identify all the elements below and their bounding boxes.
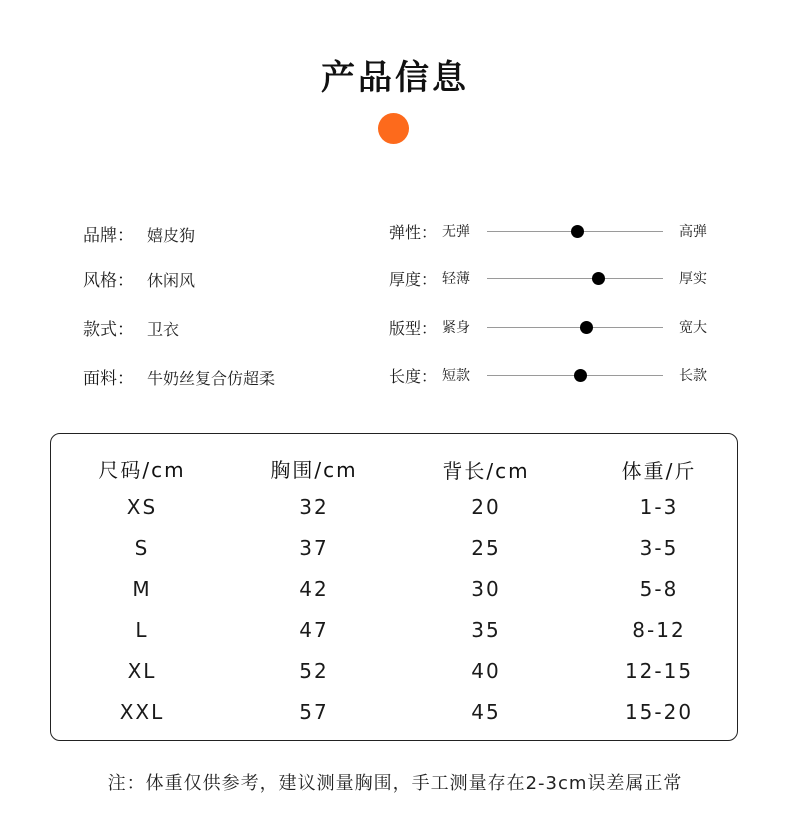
table-header: 胸围/cm [270,458,358,482]
table-cell: 45 [471,700,501,724]
scale-low-label: 轻薄 [442,271,470,287]
table-cell: 15-20 [624,700,694,724]
scale-label: 弹性： [389,223,438,242]
attribute-style [83,266,195,291]
table-cell: 52 [299,659,329,683]
table-cell: L [135,618,149,642]
table-cell: XS [126,495,158,519]
page-title: 产品信息 [321,58,469,98]
table-cell: 20 [471,495,501,519]
table-cell: 5-8 [639,577,679,601]
scale-label: 厚度： [389,270,438,289]
table-cell: S [134,536,150,560]
table-cell: 42 [299,577,329,601]
scale-length [389,364,719,388]
scale-knob [580,321,593,334]
attribute-value: 嬉皮狗 [147,226,196,245]
scale-thickness [389,267,719,291]
attribute-type [83,315,179,340]
accent-dot [378,113,409,144]
scale-elasticity [389,220,719,244]
scale-high-label: 长款 [679,368,707,384]
table-cell: M [132,577,152,601]
table-header: 尺码/cm [98,458,186,482]
attribute-key: 风格： [83,271,134,291]
table-cell: 40 [471,659,501,683]
scale-knob [571,225,584,238]
size-table [50,433,738,741]
table-cell: 1-3 [639,495,679,519]
table-cell: 8-12 [632,618,686,642]
table-cell: 30 [471,577,501,601]
scale-high-label: 宽大 [679,320,707,336]
scale-high-label: 高弹 [679,224,707,240]
table-cell: 57 [299,700,329,724]
table-cell: 25 [471,536,501,560]
scale-track [487,327,663,328]
attribute-key: 款式： [83,320,134,340]
attribute-value: 牛奶丝复合仿超柔 [147,369,276,388]
scale-low-label: 紧身 [442,320,470,336]
scale-low-label: 短款 [442,368,470,384]
scale-label: 长度： [389,367,438,386]
attribute-value: 卫衣 [147,320,180,339]
table-cell: 3-5 [639,536,679,560]
footnote: 注：体重仅供参考，建议测量胸围，手工测量存在2-3cm误差属正常 [107,773,683,794]
scale-knob [592,272,605,285]
attribute-key: 品牌： [83,226,134,246]
table-cell: 35 [471,618,501,642]
table-header: 体重/斤 [621,459,697,483]
attribute-fabric [83,364,275,389]
table-cell: 47 [299,618,329,642]
table-cell: 37 [299,536,329,560]
scale-track [487,278,663,279]
scale-label: 版型： [389,319,438,338]
attribute-value: 休闲风 [147,271,196,290]
scale-knob [574,369,587,382]
attribute-brand [83,221,195,246]
table-cell: 32 [299,495,329,519]
scale-high-label: 厚实 [679,271,707,287]
scale-low-label: 无弹 [442,224,470,240]
scale-fit [389,316,719,340]
table-cell: XXL [119,700,165,724]
attribute-key: 面料： [83,369,134,389]
table-cell: 12-15 [624,659,694,683]
table-cell: XL [127,659,157,683]
table-header: 背长/cm [442,459,530,483]
